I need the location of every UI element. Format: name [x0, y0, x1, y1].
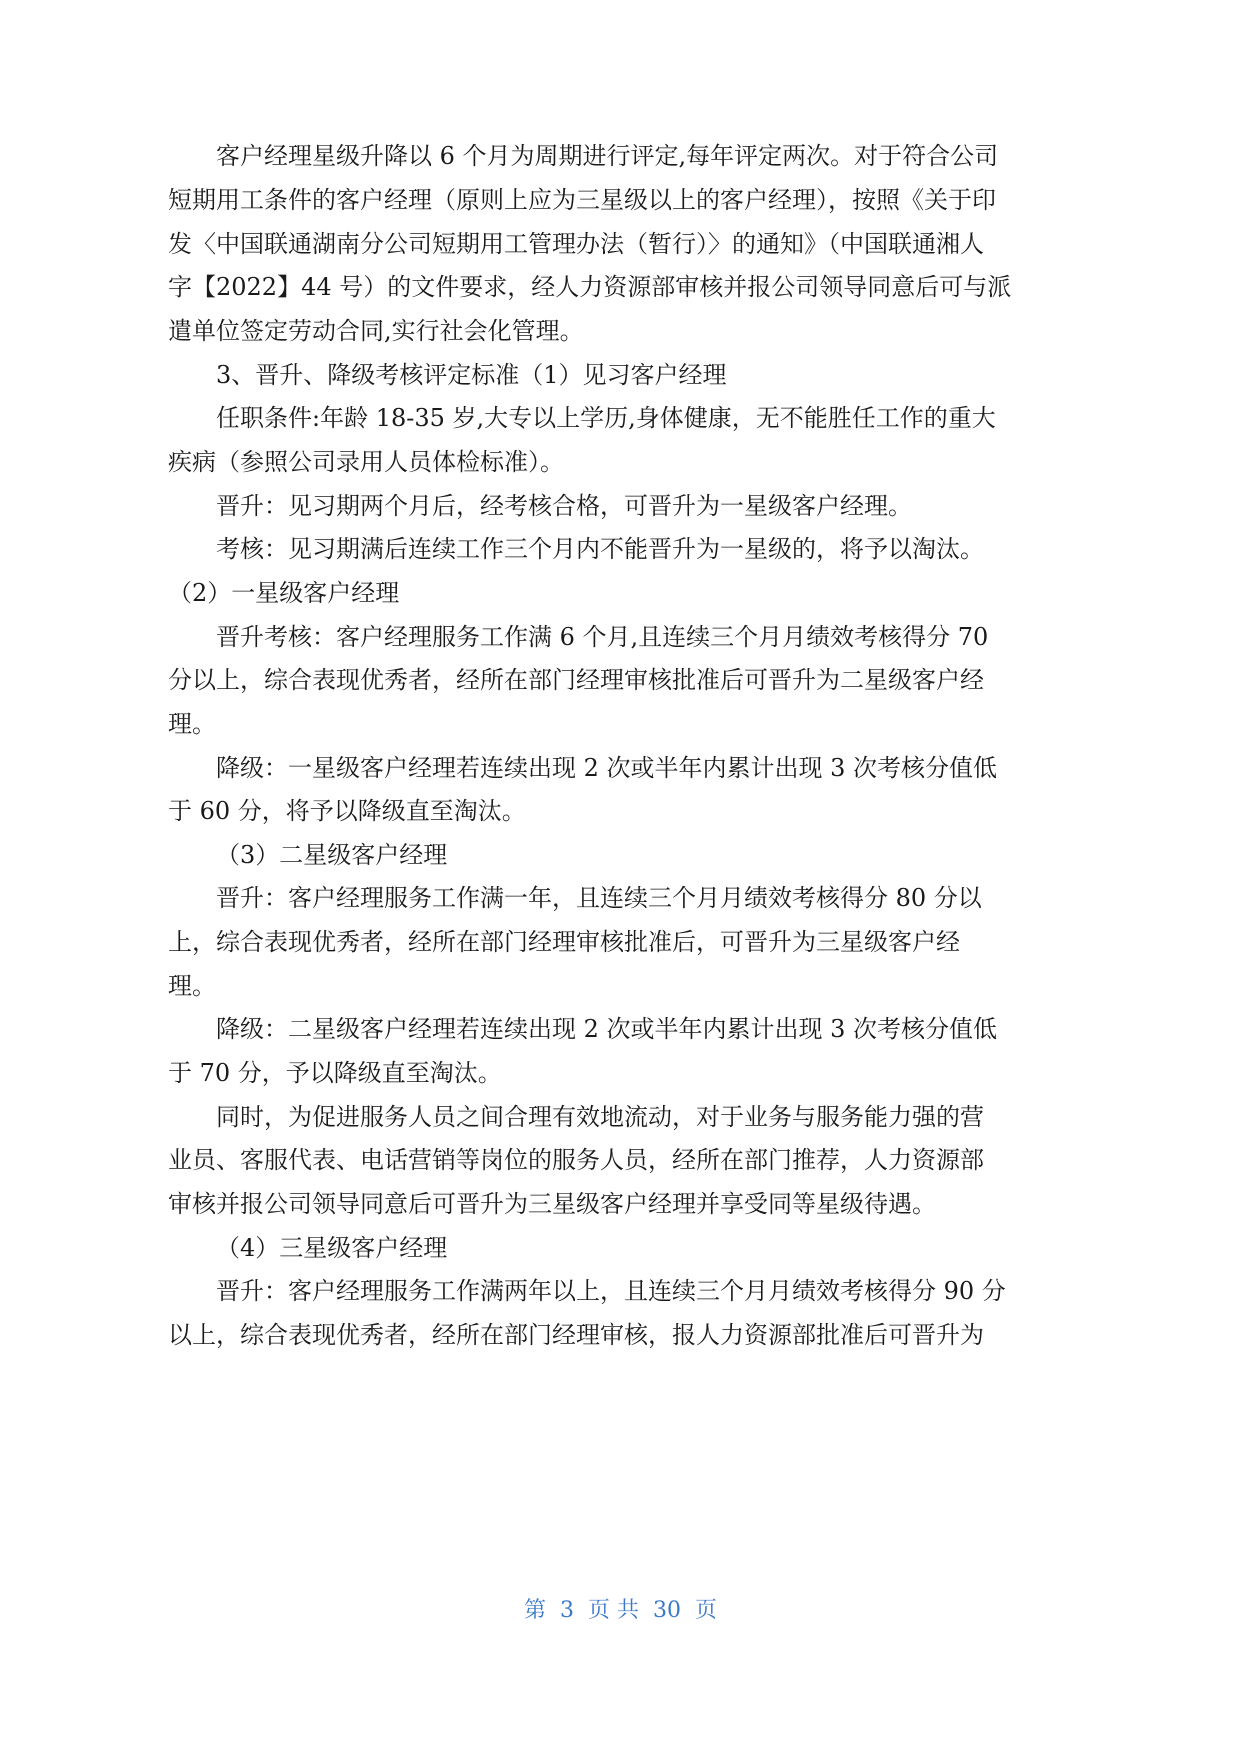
- subsection-heading: （4）三星级客户经理: [216, 1234, 448, 1262]
- body-text-line: 审核并报公司领导同意后可晋升为三星级客户经理并享受同等星级待遇。: [168, 1190, 936, 1218]
- body-text-line: 晋升：客户经理服务工作满一年，且连续三个月月绩效考核得分 80 分以: [216, 884, 982, 912]
- section-heading: 3、晋升、降级考核评定标准（1）见习客户经理: [216, 361, 727, 389]
- body-text-line: 晋升考核：客户经理服务工作满 6 个月,且连续三个月月绩效考核得分 70: [216, 623, 989, 651]
- body-text-line: 降级：二星级客户经理若连续出现 2 次或半年内累计出现 3 次考核分值低: [216, 1015, 998, 1043]
- body-text-line: 业员、客服代表、电话营销等岗位的服务人员，经所在部门推荐，人力资源部: [168, 1146, 984, 1174]
- body-text-line: 以上，综合表现优秀者，经所在部门经理审核，报人力资源部批准后可晋升为: [168, 1321, 984, 1349]
- body-text-line: 任职条件:年龄 18-35 岁,大专以上学历,身体健康，无不能胜任工作的重大: [216, 404, 996, 432]
- body-text-line: 晋升：见习期两个月后，经考核合格，可晋升为一星级客户经理。: [216, 492, 912, 520]
- subsection-heading: （3）二星级客户经理: [216, 841, 448, 869]
- subsection-heading: （2）一星级客户经理: [168, 579, 400, 607]
- body-text-line: 分以上，综合表现优秀者，经所在部门经理审核批准后可晋升为二星级客户经: [168, 666, 984, 694]
- body-text-line: 字【2022】44 号）的文件要求，经人力资源部审核并报公司领导同意后可与派: [168, 273, 1012, 301]
- page-number-footer: 第 3 页 共 30 页: [524, 1598, 717, 1623]
- body-text-line: 遣单位签定劳动合同,实行社会化管理。: [168, 317, 584, 345]
- body-text-line: 降级：一星级客户经理若连续出现 2 次或半年内累计出现 3 次考核分值低: [216, 754, 998, 782]
- body-text-line: 理。: [168, 972, 216, 1000]
- body-text-line: 考核：见习期满后连续工作三个月内不能晋升为一星级的，将予以淘汰。: [216, 535, 984, 563]
- body-text-line: 上，综合表现优秀者，经所在部门经理审核批准后，可晋升为三星级客户经: [168, 928, 960, 956]
- body-text-line: 理。: [168, 710, 216, 738]
- body-text-line: 于 70 分，予以降级直至淘汰。: [168, 1059, 502, 1087]
- body-text-line: 晋升：客户经理服务工作满两年以上，且连续三个月月绩效考核得分 90 分: [216, 1277, 1006, 1305]
- body-text-line: 同时，为促进服务人员之间合理有效地流动，对于业务与服务能力强的营: [216, 1103, 984, 1131]
- body-text-line: 于 60 分，将予以降级直至淘汰。: [168, 797, 526, 825]
- body-text-line: 客户经理星级升降以 6 个月为周期进行评定,每年评定两次。对于符合公司: [216, 142, 999, 170]
- body-text-line: 短期用工条件的客户经理（原则上应为三星级以上的客户经理），按照《关于印: [168, 186, 996, 214]
- body-text-line: 疾病（参照公司录用人员体检标准）。: [168, 448, 564, 476]
- body-text-line: 发〈中国联通湖南分公司短期用工管理办法（暂行）〉的通知》（中国联通湘人: [168, 230, 984, 258]
